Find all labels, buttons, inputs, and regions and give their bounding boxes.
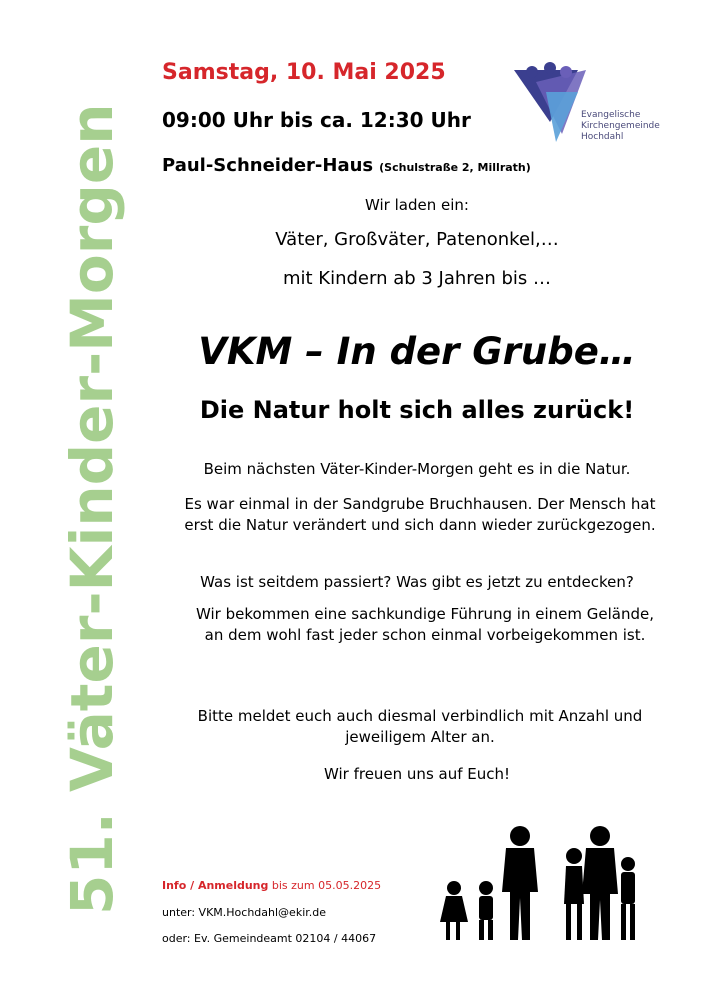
logo-line-3: Hochdahl [581,132,624,142]
invite-children: mit Kindern ab 3 Jahren bis … [282,268,552,289]
paragraph: Beim nächsten Väter-Kinder-Morgen geht es in die Natur. [203,460,631,478]
vertical-event-title: 51. Väter-Kinder-Morgen [58,103,126,915]
paragraph: Bitte meldet euch auch diesmal verbindlich mit Anzahl und jeweiligem Alter an. [197,707,643,746]
invite-audience: Väter, Großväter, Patenonkel,… [275,229,559,250]
logo-line-2: Kirchengemeinde [581,121,660,131]
contact-phone: oder: Ev. Gemeindeamt 02104 / 44067 [162,932,377,945]
location-name: Paul-Schneider-Haus [162,155,374,176]
location-detail: (Schulstraße 2, Millrath) [379,161,531,174]
invite-intro: Wir laden ein: [365,196,469,214]
paragraph: Wir freuen uns auf Euch! [323,765,511,783]
event-time: 09:00 Uhr bis ca. 12:30 Uhr [162,108,471,132]
info-label: Info / Anmeldung [162,879,269,892]
church-logo-text [581,110,660,143]
paragraph: Was ist seitdem passiert? Was gibt es jetzt zu entdecken? [200,573,634,591]
contact-email: unter: VKM.Hochdahl@ekir.de [162,906,327,919]
subheadline: Die Natur holt sich alles zurück! [199,396,635,424]
event-location [162,155,531,176]
event-date: Samstag, 10. Mai 2025 [162,60,446,85]
family-silhouette-icon [432,822,642,942]
logo-line-1: Evangelische [581,110,641,120]
registration-info [162,879,381,892]
headline: VKM – In der Grube… [198,330,636,373]
registration-deadline: bis zum 05.05.2025 [271,879,382,892]
paragraph: Wir bekommen eine sachkundige Führung in einem Gelände, an dem wohl fast jeder schon einmal vorbeigekommen ist. [196,605,654,644]
paragraph: Es war einmal in der Sandgrube Bruchhausen. Der Mensch hat erst die Natur verändert und sich dann wieder zurückgezogen. [184,495,656,534]
